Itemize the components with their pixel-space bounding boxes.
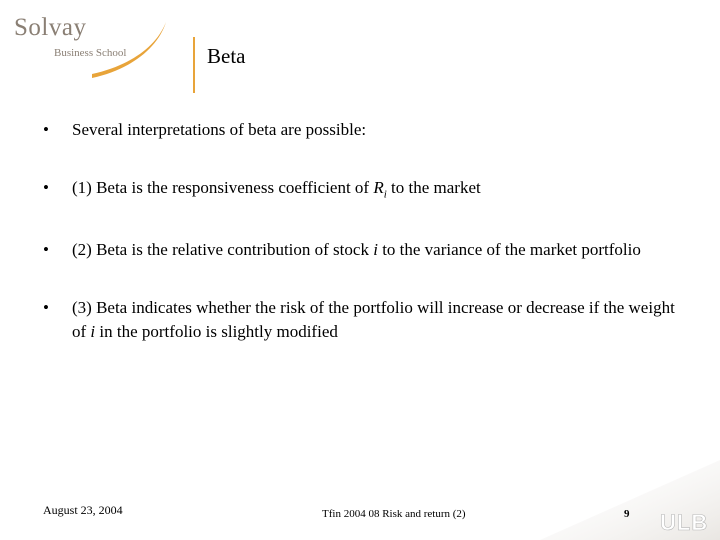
bullet-text: Several interpretations of beta are possible:: [72, 120, 367, 139]
bullet-text-start: (2) Beta is the relative contribution of stock: [72, 240, 374, 260]
bullet-list: [43, 118, 683, 378]
footer-date: August 23, 2004: [43, 503, 123, 517]
ulb-logo: ULB: [660, 510, 709, 535]
bullet-item: [43, 296, 683, 344]
bullet-text-start: (1) Beta is the responsiveness coefficient of: [72, 178, 374, 197]
logo-subtitle: Business School: [54, 47, 127, 59]
bullet-text-end: to the variance of the market portfolio: [377, 240, 641, 260]
logo-wordmark: Solvay: [14, 14, 87, 41]
bullet-item: [43, 238, 683, 262]
bullet-marker: •: [43, 298, 49, 318]
slide-title: Beta: [207, 44, 246, 68]
page-number: 9: [624, 508, 630, 520]
bullet-marker: •: [43, 120, 49, 139]
bullet-item: [43, 176, 683, 206]
footer-course-title: Tfin 2004 08 Risk and return (2): [322, 508, 466, 520]
math-symbol: i: [90, 322, 96, 342]
title-divider: [193, 37, 195, 93]
bullet-item: [43, 118, 683, 142]
bullet-text-end: to the market: [386, 178, 481, 197]
math-symbol: i: [373, 240, 378, 260]
math-subscript: i: [383, 188, 387, 201]
bullet-text-start: (3) Beta indicates whether the risk of the portfolio will increase or decrease if the weight of: [72, 298, 675, 342]
bullet-marker: •: [43, 178, 49, 197]
bullet-marker: •: [43, 240, 49, 260]
solvay-logo: [0, 0, 180, 90]
bullet-text-end: in the portfolio is slightly modified: [95, 322, 338, 342]
math-symbol: R: [373, 178, 384, 197]
